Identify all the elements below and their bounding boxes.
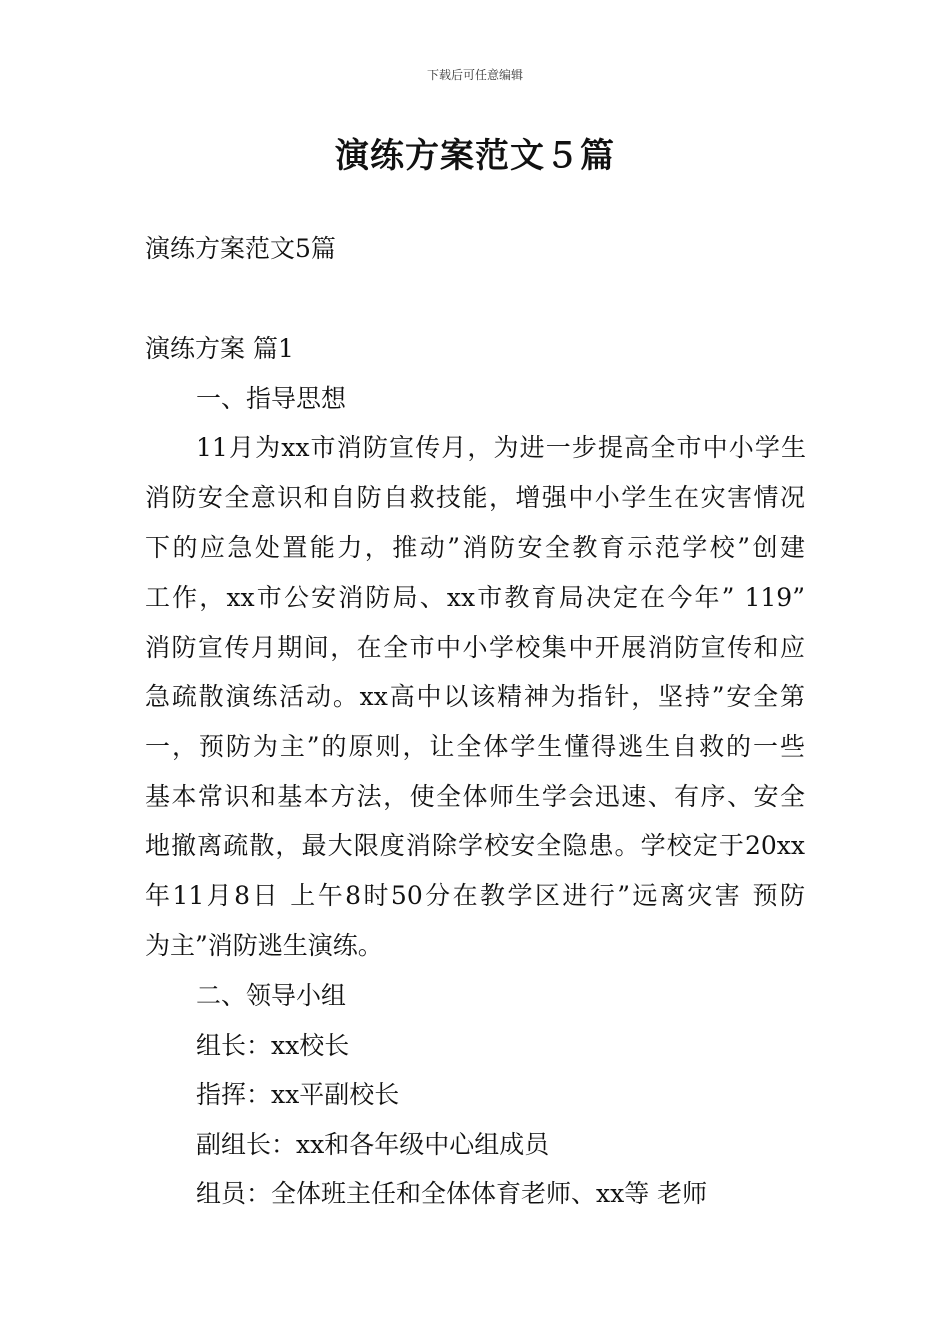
paragraph-line: 急疏散演练活动。xx高中以该精神为指针，坚持”安全第 <box>145 682 805 711</box>
paragraph-line: 基本常识和基本方法，使全体师生学会迅速、有序、安全 <box>145 782 805 811</box>
header-note: 下载后可任意编辑 <box>426 68 523 82</box>
paragraph-line: 消防宣传月期间，在全市中小学校集中开展消防宣传和应 <box>145 633 805 662</box>
section-heading: 演练方案 篇1 <box>145 334 294 363</box>
document-title: 演练方案范文５篇 <box>335 136 615 176</box>
member-line: 副组长：xx和各年级中心组成员 <box>196 1130 550 1159</box>
paragraph-line: 年11月8日 上午8时50分在教学区进行”远离灾害 预防 <box>145 881 805 910</box>
paragraph-line: 地撤离疏散，最大限度消除学校安全隐患。学校定于20xx <box>145 831 805 860</box>
paragraph-line: 下的应急处置能力，推动”消防安全教育示范学校”创建 <box>145 533 805 562</box>
member-line: 组长：xx校长 <box>196 1031 350 1060</box>
paragraph-line: 工作，xx市公安消防局、xx市教育局决定在今年” 119” <box>145 583 805 612</box>
subtitle: 演练方案范文5篇 <box>145 234 336 263</box>
paragraph-line: 一，预防为主”的原则，让全体学生懂得逃生自救的一些 <box>145 732 805 761</box>
member-line: 指挥：xx平副校长 <box>196 1080 400 1109</box>
paragraph-line: 消防安全意识和自防自救技能，增强中小学生在灾害情况 <box>145 483 805 512</box>
heading-leadership-group: 二、领导小组 <box>196 981 347 1010</box>
member-line: 组员：全体班主任和全体体育老师、xx等 老师 <box>196 1179 708 1208</box>
paragraph-line: 为主”消防逃生演练。 <box>145 931 383 960</box>
paragraph-line: 11月为xx市消防宣传月，为进一步提高全市中小学生 <box>196 433 806 462</box>
heading-guiding-ideology: 一、指导思想 <box>196 384 347 413</box>
